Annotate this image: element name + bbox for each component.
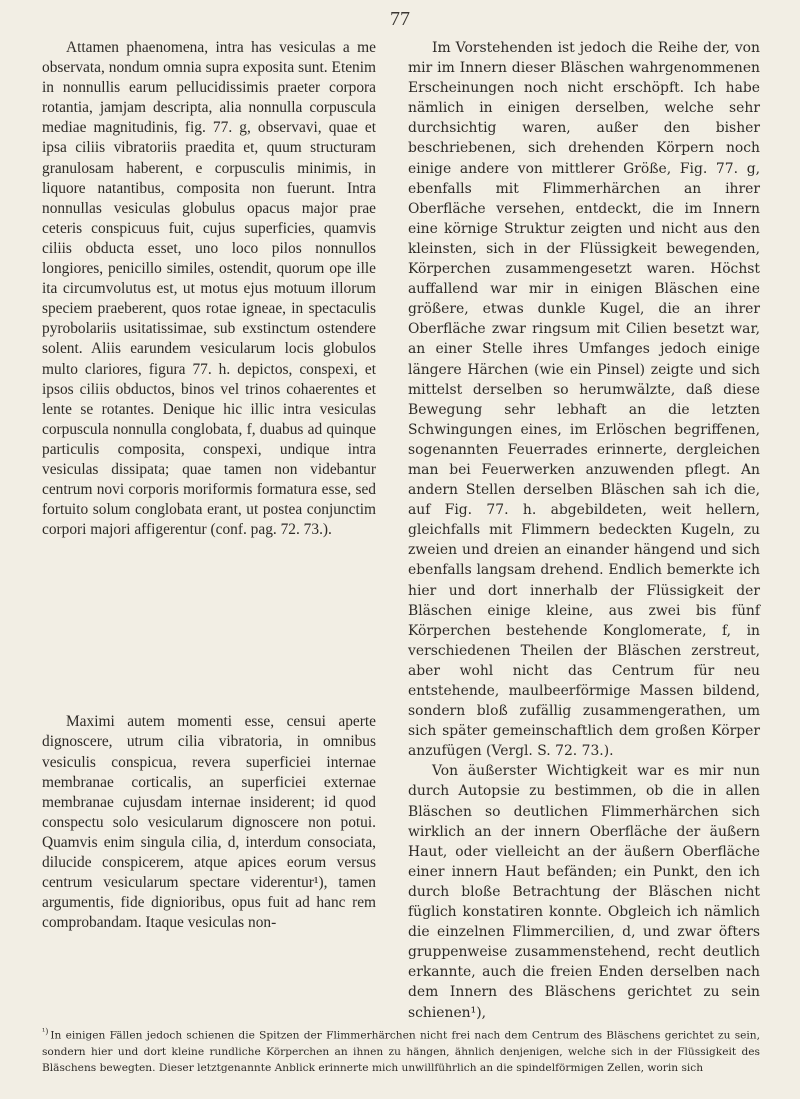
footnote-marker: ¹) [42, 1027, 49, 1036]
footnote [42, 1024, 760, 1076]
german-paragraph-2: Von äußerster Wichtigkeit war es mir nun durch Autopsie zu bestimmen, ob die in allen Bläschen so deutlichen Flimmerhärchen sich wirklich an der innern Oberfläche der äußern Haut, oder vielleicht an der äußern Oberfläche einer innern Haut befänden; ein Punkt, den ich durch bloße Betrachtung der Bläschen nicht füglich konstatiren konnte. Obgleich ich nämlich die einzelnen Flimmercilien, d, und zwar öfters gruppenweise zusammenstehend, recht deutlich erkannte, auch die freien Enden derselben nach dem Innern des Bläschens gerichtet zu sein schienen¹), [408, 763, 760, 1021]
page-number: 77 [390, 8, 410, 30]
latin-column [42, 38, 376, 933]
footnote-text: In einigen Fällen jedoch schienen die Spitzen der Flimmerhärchen nicht frei nach dem Centrum des Bläschens gerichtet zu sein, sondern hier und dort kleine rundliche Körperchen an ihnen zu hängen, ähnlich denjenigen, welche sich in der Flüssigkeit des Bläschens bewegten. Dieser letztgenannte Anblick erinnerte mich unwillführlich an die spindelförmigen Zellen, worin sich [42, 1029, 760, 1074]
german-column [408, 38, 760, 1023]
latin-paragraph-2: Maximi autem momenti esse, censui aperte dignoscere, utrum cilia vibratoria, in omnibus vesiculis conspicua, revera superficiei internae membranae corticalis, an superficiei externae membranae cujusdam internae insiderent; id quod conspectu solo vesicularum dignoscere non potui. Quamvis enim singula cilia, d, interdum consociata, dilucide conspicerem, atque apices eorum versus centrum vesicularum spectare viderentur¹), tamen argumentis, fide dignioribus, opus fuit ad hanc rem comprobandam. Itaque vesiculas non- [42, 713, 376, 932]
paragraph-gap [42, 540, 376, 712]
latin-paragraph-1: Attamen phaenomena, intra has vesiculas a me observata, nondum omnia supra exposita sunt. Etenim in nonnullis earum pellucidissimis praeter corpora rotantia, jamjam descripta, alia nonnulla corpuscula mediae magnitudinis, fig. 77. g, observavi, quae et ipsa ciliis vibratoriis praedita et, quum structuram granulosam haberent, e corpusculis minimis, in liquore natantibus, composita non fuerunt. Intra nonnullas vesiculas globulus opacus major prae ceteris conspicuus fuit, cujus superficies, quamvis ciliis obducta esset, uno loco pilos nonnullos longiores, penicillo similes, ostendit, quorum ope ille ita circumvolutus est, ut motus ejus motuum illorum speciem praeberent, quos rotae igneae, in spectaculis pyrobolariis usitatissimae, sub exstinctum ostendere solent. Aliis earundem vesicularum locis globulos multo clariores, figura 77. h. depictos, conspexi, et ipsos ciliis obductos, binos vel trinos cohaerentes et lente se rotantes. Denique hic illic intra vesiculas corpuscula nonnulla conglobata, f, duabus ad quinque particulis composita, conspexi, undique intra vesiculas dissipata; quae tamen non videbantur centrum novi corporis moriformis formatura esse, sed fortuito solum conglobata erant, ut postea conjunctim corpori majori affigerentur (conf. pag. 72. 73.). [42, 39, 376, 539]
german-paragraph-1: Im Vorstehenden ist jedoch die Reihe der, von mir im Innern dieser Bläschen wahrgenommenen Erscheinungen noch nicht erschöpft. Ich habe nämlich in einigen derselben, welche sehr durchsichtig waren, außer den bisher beschriebenen, sich drehenden Körpern noch einige andere von mittlerer Größe, Fig. 77. g, ebenfalls mit Flimmerhärchen an ihrer Oberfläche versehen, entdeckt, die im Innern eine körnige Struktur zeigten und nicht aus den kleinsten, sich in der Flüssigkeit bewegenden, Körperchen zusammengesetzt waren. Höchst auffallend war mir in einigen Bläschen eine größere, etwas dunkle Kugel, die an ihrer Oberfläche zwar ringsum mit Cilien besetzt war, an einer Stelle ihres Umfanges jedoch einige längere Härchen (wie ein Pinsel) zeigte und sich mittelst derselben so herumwälzte, daß diese Bewegung sehr lebhaft an die letzten Schwingungen eines, im Erlöschen begriffenen, sogenannten Feuerrades erinnerte, dergleichen man bei Feuerwerken anzuwenden pflegt. An andern Stellen derselben Bläschen sah ich die, auf Fig. 77. h. abgebildeten, weit hellern, gleichfalls mit Flimmern bedeckten Kugeln, zu zweien und dreien an einander hängend und sich ebenfalls langsam drehend. Endlich bemerkte ich hier und dort innerhalb der Flüssigkeit der Bläschen einige kleine, aus zwei bis fünf Körperchen bestehende Konglomerate, f, in verschiedenen Theilen der Bläschen zerstreut, aber wohl nicht das Centrum für neu entstehende, maulbeerförmige Massen bildend, sondern bloß zufällig zusammengerathen, um sich später gemeinschaftlich dem großen Körper anzufügen (Vergl. S. 72. 73.). [408, 40, 760, 760]
